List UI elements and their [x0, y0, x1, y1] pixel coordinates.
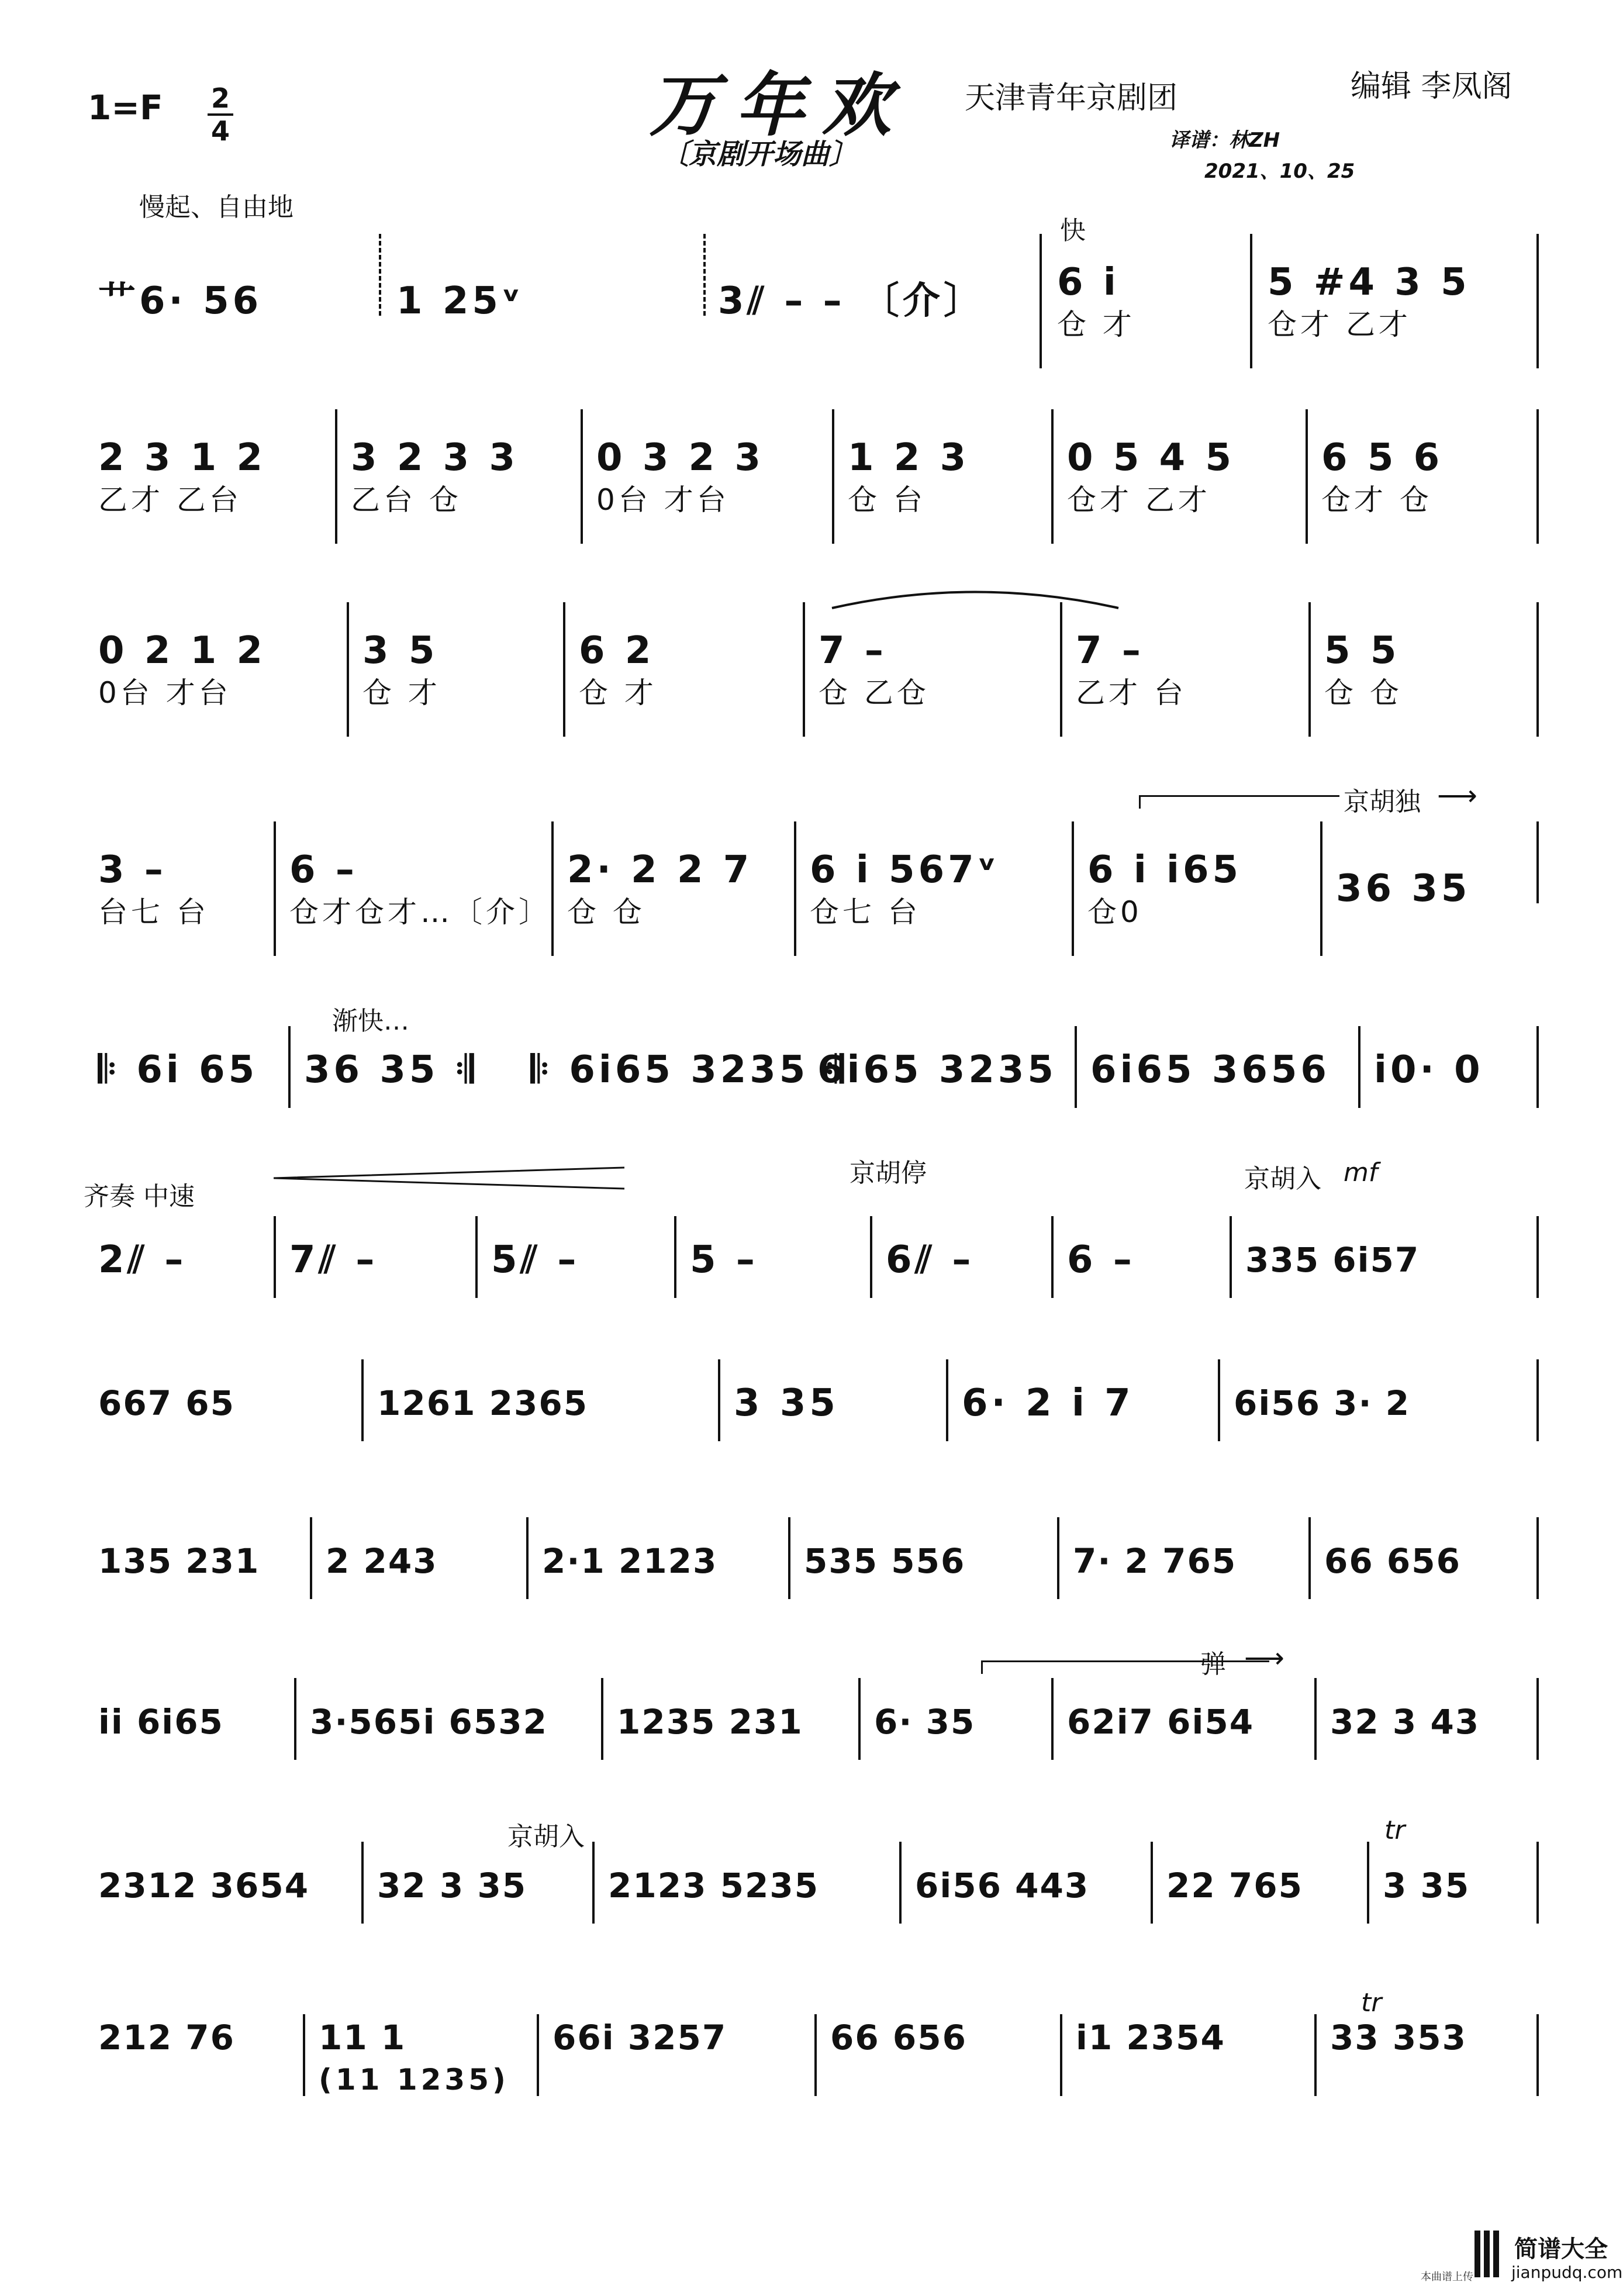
measure-lyrics: 乙才 台: [1076, 676, 1187, 710]
measure-lyrics: 仓 才: [579, 676, 657, 710]
measure: [87, 602, 344, 737]
measure-notes: 22 765: [1166, 1866, 1303, 1905]
arrow-right-icon: ⟶: [1437, 779, 1477, 812]
measure-lyrics: 仓 仓: [1324, 676, 1403, 710]
instrument-annotation: 京胡独: [1344, 787, 1421, 817]
technique-annotation: 弹: [1200, 1649, 1226, 1679]
measure-notes: 2· 2 2 7: [567, 848, 753, 892]
barline: [526, 1517, 529, 1599]
measure: [278, 821, 552, 956]
measure-lyrics: (11 1235): [319, 2063, 509, 2097]
score-system: [87, 779, 1554, 956]
barline: [1250, 234, 1252, 368]
measure-lyrics: 仓 乙仓: [819, 676, 930, 710]
barline: [1060, 2014, 1062, 2096]
barline: [1230, 1216, 1232, 1298]
measure-notes: 6i65 3235: [817, 1048, 1057, 1092]
barline: [1536, 234, 1539, 368]
measure-notes: 3 35: [734, 1382, 839, 1425]
measure-notes: ii 6i65: [98, 1702, 224, 1742]
barline: [1536, 1842, 1539, 1924]
score-system: [87, 1006, 1554, 1114]
footer-brand: 简谱大全: [1514, 2236, 1608, 2263]
measure: [298, 1678, 602, 1766]
measure: [87, 409, 332, 544]
measure: [1362, 1026, 1538, 1114]
measure-lyrics: 0台 才台: [98, 676, 232, 710]
barline: [1536, 821, 1539, 903]
time-signature-top: 2: [208, 83, 233, 116]
measure-notes: 6 –: [1067, 1238, 1135, 1282]
measure: [351, 602, 561, 737]
score-system: [87, 1815, 1554, 1929]
measure-notes: 6· 35: [874, 1702, 976, 1742]
transcriber-credit: 译谱：林ZH: [1169, 129, 1280, 152]
measure: [585, 409, 830, 544]
site-logo-icon: [1474, 2231, 1506, 2277]
measure-lyrics: 仓 才: [362, 676, 441, 710]
measure-notes: 7· 2 765: [1073, 1541, 1237, 1581]
measure: [1079, 1026, 1348, 1114]
barline: [1040, 234, 1042, 368]
measure: [87, 1216, 274, 1304]
measure-lyrics: 乙才 乙台: [98, 483, 242, 517]
measure-notes: 𝄆 6i 65: [98, 1048, 258, 1092]
barline: [335, 409, 337, 544]
barline: [899, 1842, 902, 1924]
barline: [347, 602, 349, 737]
dynamic-marking: mf: [1344, 1158, 1378, 1187]
measure-notes: 0 3 2 3: [596, 436, 764, 479]
measure-notes: 3·565i 6532: [310, 1702, 548, 1742]
tempo-annotation: 慢起、自由地: [139, 192, 293, 222]
barline: [601, 1678, 603, 1760]
measure: [1234, 1216, 1538, 1304]
dashed-barline: [703, 234, 706, 316]
tempo-annotation: 齐奏 中速: [84, 1182, 195, 1211]
measure-notes: 6i56 3· 2: [1234, 1383, 1411, 1423]
measure: [1318, 1678, 1538, 1766]
measure-lyrics: 仓才 乙才: [1067, 483, 1211, 517]
measure-notes: 5⫽ –: [491, 1238, 580, 1282]
barline: [1367, 1842, 1369, 1924]
barline: [563, 602, 565, 737]
barline: [361, 1359, 364, 1441]
measure: [87, 1517, 309, 1605]
measure: [292, 1026, 520, 1114]
barline: [303, 2014, 305, 2096]
measure-notes: 62i7 6i54: [1067, 1702, 1255, 1742]
measure-notes: 667 65: [98, 1383, 235, 1423]
measure-lyrics: 仓 才: [1057, 308, 1135, 341]
barline: [803, 602, 805, 737]
measure: [605, 1678, 851, 1766]
instrument-annotation: 京胡入: [507, 1822, 585, 1852]
measure: [819, 2014, 1070, 2149]
time-signature-bottom: 4: [210, 115, 230, 147]
score-system: [87, 602, 1554, 737]
measure-notes: 66i 3257: [552, 2018, 727, 2057]
measure-lyrics: 仓 仓: [567, 895, 645, 929]
barline: [1536, 1216, 1539, 1298]
measure-notes: 𝄆 6i65 3235 𝄇: [531, 1048, 847, 1092]
measure: [555, 821, 789, 956]
barline: [1536, 409, 1539, 544]
measure-notes: 33 353: [1330, 2018, 1467, 2057]
measure-notes: 36 35: [1336, 867, 1471, 910]
measure: [1055, 409, 1301, 544]
measure: [87, 2014, 303, 2149]
measure: [365, 1359, 693, 1447]
measure: [1371, 1842, 1538, 1929]
measure: [1055, 1678, 1307, 1766]
measure-notes: 2⫽ –: [98, 1238, 187, 1282]
measure-notes: 6· 2 i 7: [962, 1382, 1134, 1425]
barline: [674, 1216, 676, 1298]
tempo-annotation: 渐快…: [332, 1006, 409, 1036]
measure-notes: 6 i: [1057, 261, 1120, 304]
barline: [1536, 1517, 1539, 1599]
measure: [365, 1842, 611, 1929]
measure-notes: 6 i i65: [1087, 848, 1242, 892]
measure: [807, 602, 1058, 737]
measure: [1313, 602, 1535, 737]
score-system: [87, 1359, 1554, 1447]
score-system: [87, 192, 1554, 368]
dashed-barline: [379, 234, 381, 316]
barline: [1057, 1517, 1059, 1599]
measure-notes: 2 3 1 2: [98, 436, 266, 479]
measure: [798, 821, 1079, 956]
barline: [1536, 2014, 1539, 2096]
measure-lyrics: 仓才仓才…〔介〕: [289, 895, 551, 929]
measure: [87, 821, 274, 956]
measure-lyrics: 仓才 乙才: [1268, 308, 1411, 341]
barline: [1072, 821, 1074, 956]
barline: [288, 1026, 291, 1108]
measure-lyrics: 台七 台: [98, 895, 209, 929]
measure: [1064, 602, 1298, 737]
measure-notes: 32 3 35: [377, 1866, 527, 1905]
measure-lyrics: 仓 台: [848, 483, 926, 517]
measure-notes: 66 656: [1324, 1541, 1461, 1581]
measure: [87, 1842, 361, 1929]
measure-notes: 6 5 6: [1321, 436, 1444, 479]
measure-notes: 艹6· 56: [98, 279, 263, 323]
trill-marking: tr: [1361, 1988, 1382, 2018]
measure: [87, 1359, 361, 1447]
barline: [1306, 409, 1308, 544]
measure-notes: 1261 2365: [377, 1383, 589, 1423]
barline: [858, 1678, 861, 1760]
measure: [836, 409, 1047, 544]
barline: [537, 2014, 539, 2096]
measure: [1155, 1842, 1377, 1929]
barline: [832, 409, 834, 544]
measure: [87, 1026, 285, 1114]
measure-notes: 2·1 2123: [542, 1541, 718, 1581]
barline: [1314, 1678, 1317, 1760]
measure-lyrics: 仓才 仓: [1321, 483, 1432, 517]
measure: [806, 1026, 1075, 1114]
measure-notes: 5 #4 3 5: [1268, 261, 1470, 304]
measure-lyrics: 仓七 台: [810, 895, 921, 929]
measure-notes: 6i56 443: [915, 1866, 1090, 1905]
transcription-date: 2021、10、25: [1204, 160, 1355, 183]
barline: [946, 1359, 948, 1441]
barline: [1051, 1678, 1054, 1760]
crescendo-wedge: [274, 1166, 636, 1190]
measure-notes: 3 2 3 3: [351, 436, 519, 479]
footer-note: 本曲谱上传: [1421, 2271, 1473, 2283]
barline: [1358, 1026, 1360, 1108]
measure: [479, 1216, 678, 1304]
measure-notes: 335 6i57: [1245, 1240, 1420, 1280]
measure-notes: 3 35: [1383, 1866, 1470, 1905]
measure-notes: 2 243: [326, 1541, 438, 1581]
measure: [339, 409, 585, 544]
barline: [1536, 602, 1539, 737]
instrument-annotation: 京胡入: [1244, 1164, 1321, 1194]
barline: [794, 821, 796, 956]
barline: [1308, 602, 1311, 737]
instrument-annotation: 京胡停: [850, 1158, 927, 1188]
barline: [814, 2014, 817, 2096]
measure: [1064, 2014, 1327, 2149]
measure: [530, 1517, 793, 1605]
measure: [1310, 409, 1538, 544]
barline: [1320, 821, 1322, 956]
barline: [1314, 2014, 1317, 2096]
measure: [1061, 1517, 1313, 1605]
troupe-name: 天津青年京剧团: [965, 81, 1178, 116]
measure-notes: 0 5 4 5: [1067, 436, 1235, 479]
barline: [1536, 1678, 1539, 1760]
pluck-bracket: [981, 1660, 1269, 1674]
score-system: [84, 1158, 1554, 1304]
editor-credit: 编辑 李凤阁: [1351, 69, 1513, 104]
barline: [294, 1678, 296, 1760]
barline: [475, 1216, 478, 1298]
tie-arc: [829, 582, 1121, 611]
barline: [361, 1842, 364, 1924]
barline: [1308, 1517, 1311, 1599]
measure-notes: 2123 5235: [608, 1866, 820, 1905]
time-signature: [208, 83, 233, 146]
measure: [1256, 234, 1548, 368]
measure: [385, 234, 700, 368]
measure-notes: 0 2 1 2: [98, 629, 266, 672]
score-system: [87, 1517, 1554, 1605]
measure: [541, 2014, 810, 2149]
measure: [950, 1359, 1201, 1447]
measure-notes: 6 i 567ᵛ: [810, 848, 1000, 892]
measure-notes: 6⫽ –: [886, 1238, 975, 1282]
measure-notes: 5 –: [690, 1238, 758, 1282]
footer-site: jianpudq.com: [1511, 2263, 1623, 2282]
measure-notes: i0· 0: [1374, 1048, 1484, 1092]
barline: [1536, 1359, 1539, 1441]
barline: [310, 1517, 312, 1599]
measure-notes: 1235 231: [617, 1702, 803, 1742]
page-title: 万年欢: [649, 65, 909, 146]
measure: [1324, 821, 1535, 956]
measure-notes: 5 5: [1324, 629, 1400, 672]
key-signature: 1=F: [88, 88, 163, 127]
barline: [1051, 409, 1054, 544]
measure: [1222, 1359, 1538, 1447]
measure: [1318, 2014, 1538, 2149]
barline: [788, 1517, 790, 1599]
barline: [718, 1359, 720, 1441]
measure: [722, 1359, 956, 1447]
score-system: [87, 1642, 1554, 1766]
score-system: [87, 1988, 1554, 2149]
measure: [862, 1678, 1049, 1766]
measure: [567, 602, 778, 737]
measure-notes: i1 2354: [1076, 2018, 1225, 2057]
barline: [1536, 1026, 1539, 1108]
measure-notes: 6i65 3656: [1090, 1048, 1330, 1092]
page-subtitle: 〔京剧开场曲〕: [661, 138, 858, 171]
measure-notes: 3 –: [98, 848, 167, 892]
measure-notes: 3⫽ – – 〔介〕: [718, 279, 985, 323]
measure: [278, 1216, 476, 1304]
measure-notes: 2312 3654: [98, 1866, 310, 1905]
measure-lyrics: 乙台 仓: [351, 483, 462, 517]
measure-lyrics: 0台 才台: [596, 483, 730, 517]
barline: [274, 821, 276, 956]
measure-notes: 3 5: [362, 629, 438, 672]
measure-lyrics: 仓0: [1087, 895, 1142, 929]
trill-marking: tr: [1384, 1815, 1406, 1845]
measure-notes: 7⫽ –: [289, 1238, 378, 1282]
score-system: [87, 409, 1554, 544]
measure-notes: 7 –: [819, 629, 887, 672]
measure: [874, 1216, 1067, 1304]
solo-bracket: [1139, 795, 1339, 809]
measure-notes: 6 2: [579, 629, 655, 672]
measure: [314, 1517, 530, 1605]
barline: [1151, 1842, 1153, 1924]
barline: [1075, 1026, 1077, 1108]
barline: [1218, 1359, 1220, 1441]
measure-notes: 11 1: [319, 2018, 406, 2057]
measure: [87, 234, 379, 368]
barline: [551, 821, 554, 956]
barline: [1051, 1216, 1054, 1298]
barline: [274, 1216, 276, 1298]
measure-notes: 212 76: [98, 2018, 235, 2057]
measure-notes: 7 –: [1076, 629, 1144, 672]
measure-notes: 535 556: [804, 1541, 966, 1581]
measure-notes: 135 231: [98, 1541, 260, 1581]
barline: [592, 1842, 595, 1924]
measure: [1313, 1517, 1538, 1605]
measure: [903, 1842, 1166, 1929]
measure-notes: 36 35 𝄇: [304, 1048, 477, 1092]
measure: [678, 1216, 871, 1304]
barline: [1060, 602, 1062, 737]
tempo-annotation: 快: [1060, 216, 1086, 246]
measure: [1076, 821, 1327, 956]
measure-notes: 6 –: [289, 848, 358, 892]
measure: [87, 1678, 320, 1766]
barline: [581, 409, 583, 544]
measure-notes: 1 2 3: [848, 436, 970, 479]
measure-notes: 32 3 43: [1330, 1702, 1480, 1742]
measure: [1055, 1216, 1231, 1304]
measure-notes: 66 656: [830, 2018, 967, 2057]
arrow-right-icon: ⟶: [1244, 1642, 1284, 1674]
measure: [792, 1517, 1067, 1605]
barline: [870, 1216, 872, 1298]
measure-notes: 1 25ᵛ: [396, 279, 524, 323]
measure: [596, 1842, 912, 1929]
